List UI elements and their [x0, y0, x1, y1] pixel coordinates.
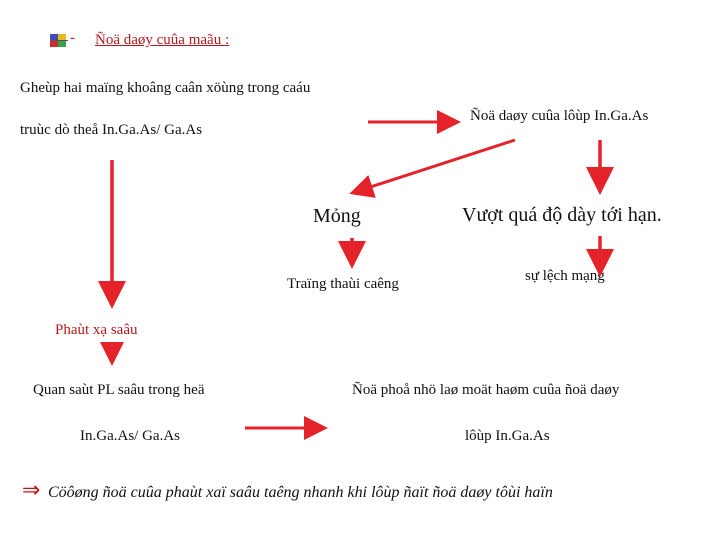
exceed-critical-node: Vượt quá độ dày tới hạn.	[462, 204, 662, 226]
thickness-node: Ñoä daøy cuûa lôùp In.Ga.As	[470, 108, 649, 124]
source-text-line1: Gheùp hai maïng khoâng caân xöùng trong caáu	[20, 80, 311, 96]
page-title: Ñoä daøy cuûa maãu :	[95, 32, 230, 48]
deep-emission-node: Phaùt xạ saâu	[55, 322, 138, 338]
fwhm-node-line2: lôùp In.Ga.As	[465, 428, 550, 444]
title-dash: -	[70, 30, 75, 46]
implies-symbol: ⇒	[22, 478, 41, 503]
strain-node: Traïng thaùi caêng	[287, 276, 399, 292]
thin-node: Mỏng	[313, 205, 361, 227]
conclusion-text: Cöôøng ñoä cuûa phaùt xaï saâu taêng nhanh khi lôùp ñaït ñoä daøy tôùi haïn	[48, 484, 553, 501]
source-text-line2: truùc dò theå In.Ga.As/ Ga.As	[20, 122, 203, 138]
fwhm-node-line1: Ñoä phoå nhö laø moät haøm cuûa ñoä daøy	[352, 382, 620, 398]
pl-observation-line2: In.Ga.As/ Ga.As	[80, 428, 180, 444]
dislocation-node: sự lệch mạng	[525, 268, 605, 284]
arrow-thickness-to-thin	[355, 140, 515, 192]
pl-observation-line1: Quan saùt PL saâu trong heä	[33, 382, 205, 398]
